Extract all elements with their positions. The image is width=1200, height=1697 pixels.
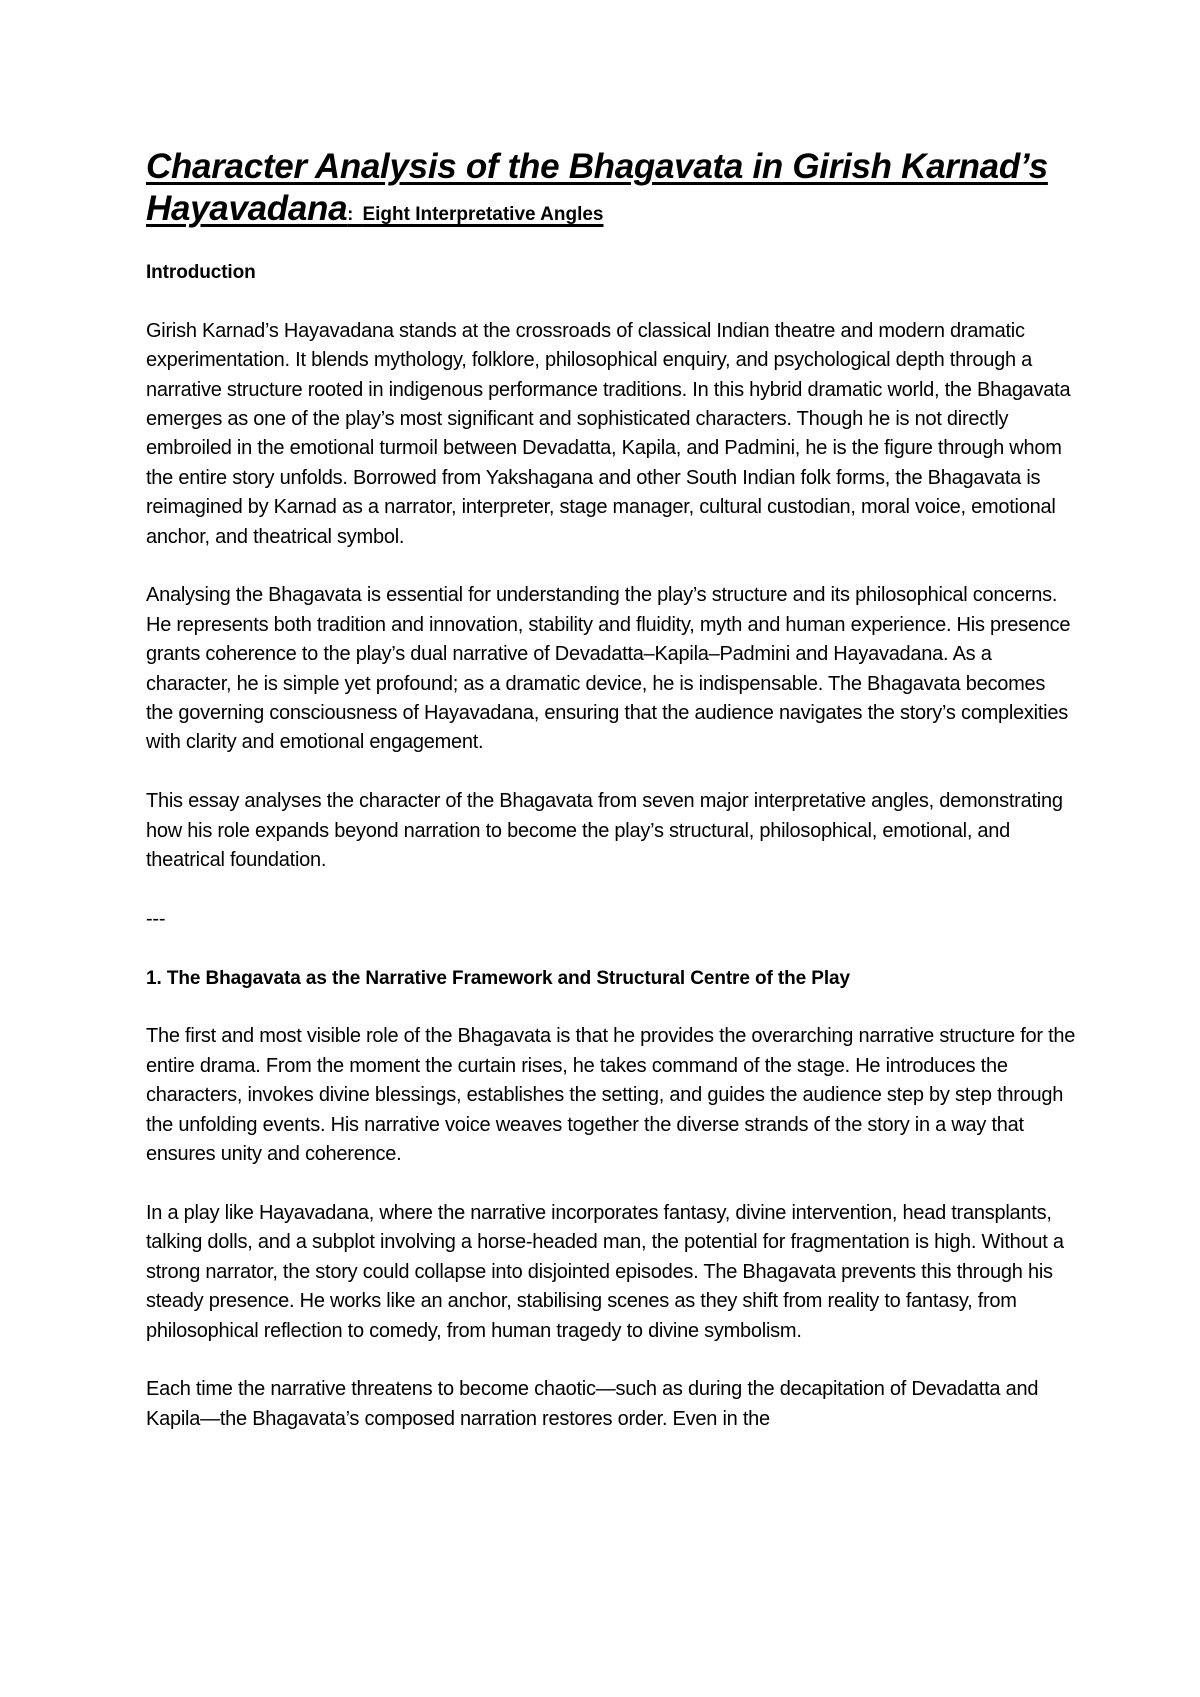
document-subtitle: Eight Interpretative Angles — [362, 204, 604, 225]
intro-paragraph-1: Girish Karnad’s Hayavadana stands at the crossroads of classical Indian theatre and modern dramatic experimentation. It blends mythology, folklore, philosophical enquiry, and psychological depth through a narrative structure rooted in indigenous performance traditions. In this hybrid dramatic world, the Bhagavata emerges as one of the play’s most significant and sophisticated characters. Though he is not directly embroiled in the emotional turmoil between Devadatta, Kapila, and Padmini, he is the figure through whom the entire story unfolds. Borrowed from Yakshagana and other South Indian folk forms, the Bhagavata is reimagined by Karnad as a narrator, interpreter, stage manager, cultural custodian, moral voice, emotional anchor, and theatrical symbol. — [146, 319, 1071, 548]
document-page — [146, 146, 1076, 1434]
document-title — [146, 146, 1076, 236]
section-divider: --- — [146, 907, 166, 930]
section-1-heading: 1. The Bhagavata as the Narrative Framework and Structural Centre of the Play — [146, 967, 850, 989]
intro-paragraph-2: Analysing the Bhagavata is essential for understanding the play’s structure and its philosophical concerns. He represents both tradition and innovation, stability and fluidity, myth and human experience. His presence grants coherence to the play’s dual narrative of Devadatta–Kapila–Padmini and Hayavadana. As a character, he is simple yet profound; as a dramatic device, he is indispensable. The Bhagavata becomes the governing consciousness of Hayavadana, ensuring that the audience navigates the story’s complexities with clarity and emotional engagement. — [146, 584, 1071, 754]
intro-paragraph-3: This essay analyses the character of the Bhagavata from seven major interpretative angles, demonstrating how his role expands beyond narration to become the play’s structural, philosophical, emotional, and theatrical foundation. — [146, 790, 1063, 872]
intro-heading: Introduction — [146, 262, 256, 283]
section-1-paragraph-2: In a play like Hayavadana, where the narrative incorporates fantasy, divine intervention, head transplants, talking dolls, and a subplot involving a horse-headed man, the potential for fragmentation is high. Without a strong narrator, the story could collapse into disjointed episodes. The Bhagavata prevents this through his steady presence. He works like an anchor, stabilising scenes as they shift from reality to fantasy, from philosophical reflection to comedy, from human tragedy to divine symbolism. — [146, 1201, 1064, 1342]
title-text: Character Analysis of the Bhagavata in Girish Karnad’s Hayavadana — [146, 147, 1048, 228]
section-1-paragraph-1: The first and most visible role of the Bhagavata is that he provides the overarching narrative structure for the entire drama. From the moment the curtain rises, he takes command of the stage. He introduces the characters, invokes divine blessings, establishes the setting, and guides the audience step by step through the unfolding events. His narrative voice weaves together the diverse strands of the story in a way that ensures unity and coherence. — [146, 1025, 1076, 1166]
section-1-paragraph-3: Each time the narrative threatens to become chaotic—such as during the decapitation of Devadatta and Kapila—the Bhagavata’s composed narration restores order. Even in the — [146, 1378, 1039, 1430]
title-separator: : — [347, 204, 353, 224]
